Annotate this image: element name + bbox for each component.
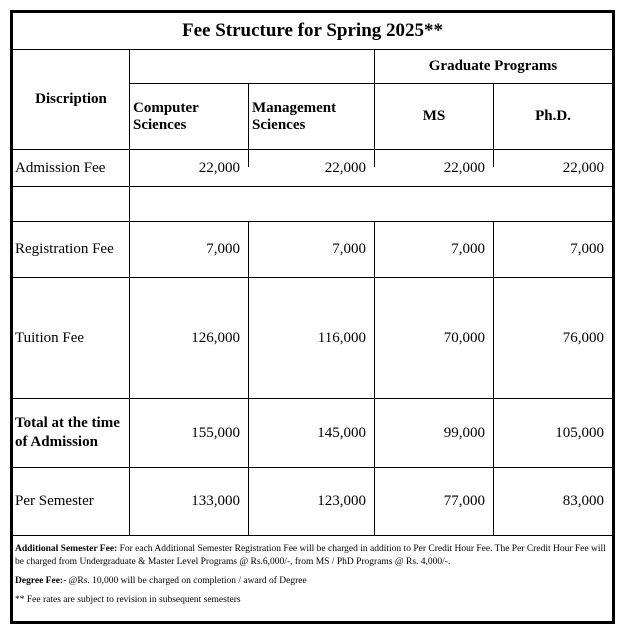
table-cell: 22,000 xyxy=(562,159,604,176)
table-cell: 22,000 xyxy=(198,159,240,176)
table-cell: 155,000 xyxy=(191,424,240,441)
table-cell: 22,000 xyxy=(443,159,485,176)
header-management-sciences: Management Sciences xyxy=(252,99,337,133)
row-label-tuition-fee: Tuition Fee xyxy=(15,329,85,346)
footnotes xyxy=(15,543,609,613)
fee-structure-table xyxy=(10,10,615,624)
row-label-per-semester: Per Semester xyxy=(15,493,94,509)
table-cell: 116,000 xyxy=(317,329,366,346)
header-discription: Discription xyxy=(35,90,107,107)
row-label-registration-fee: Registration Fee xyxy=(15,241,114,257)
header-graduate-programs: Graduate Programs xyxy=(428,57,558,74)
additional-semester-note xyxy=(15,543,609,569)
table-cell: 83,000 xyxy=(562,493,604,509)
table-cell: 99,000 xyxy=(443,424,485,441)
degree-note-label: Degree Fee:- xyxy=(15,576,67,586)
table-cell: 123,000 xyxy=(317,493,366,509)
table-cell: 7,000 xyxy=(451,241,485,257)
degree-note-text: @Rs. 10,000 will be charged on completion / award of Degree xyxy=(66,576,307,586)
page-title: Fee Structure for Spring 2025** xyxy=(13,13,612,50)
table-cell: 7,000 xyxy=(206,241,240,257)
table-cell: 133,000 xyxy=(191,493,240,509)
revision-note: ** Fee rates are subject to revision in subsequent semesters xyxy=(15,595,241,605)
table-cell: 22,000 xyxy=(324,159,366,176)
divider xyxy=(13,186,612,187)
degree-fee-note xyxy=(15,575,609,588)
row-label-admission-fee: Admission Fee xyxy=(15,159,106,176)
table-cell: 7,000 xyxy=(570,241,604,257)
header-ms: MS xyxy=(422,108,446,124)
row-label-total: Total at the time of Admission xyxy=(15,415,120,450)
additional-note-label: Additional Semester Fee: xyxy=(15,544,118,554)
table-cell: 76,000 xyxy=(562,329,604,346)
table-cell: 126,000 xyxy=(191,329,240,346)
header-phd: Ph.D. xyxy=(535,108,571,124)
table-cell: 77,000 xyxy=(443,493,485,509)
table-cell: 70,000 xyxy=(443,329,485,346)
table-cell: 145,000 xyxy=(317,424,366,441)
table-cell: 105,000 xyxy=(555,424,604,441)
table-cell: 7,000 xyxy=(332,241,366,257)
header-computer-sciences: Computer Sciences xyxy=(133,99,199,133)
additional-note-text: For each Additional Semester Registration Fee will be charged in addition to Per Credit Hour Fee. The Per Credit Hour Fee will be charged from Undergraduate & Master Level Programs @ Rs.6,000/-, from MS / PhD Programs @ Rs. 4,000/-. xyxy=(15,544,606,567)
divider xyxy=(13,535,612,536)
